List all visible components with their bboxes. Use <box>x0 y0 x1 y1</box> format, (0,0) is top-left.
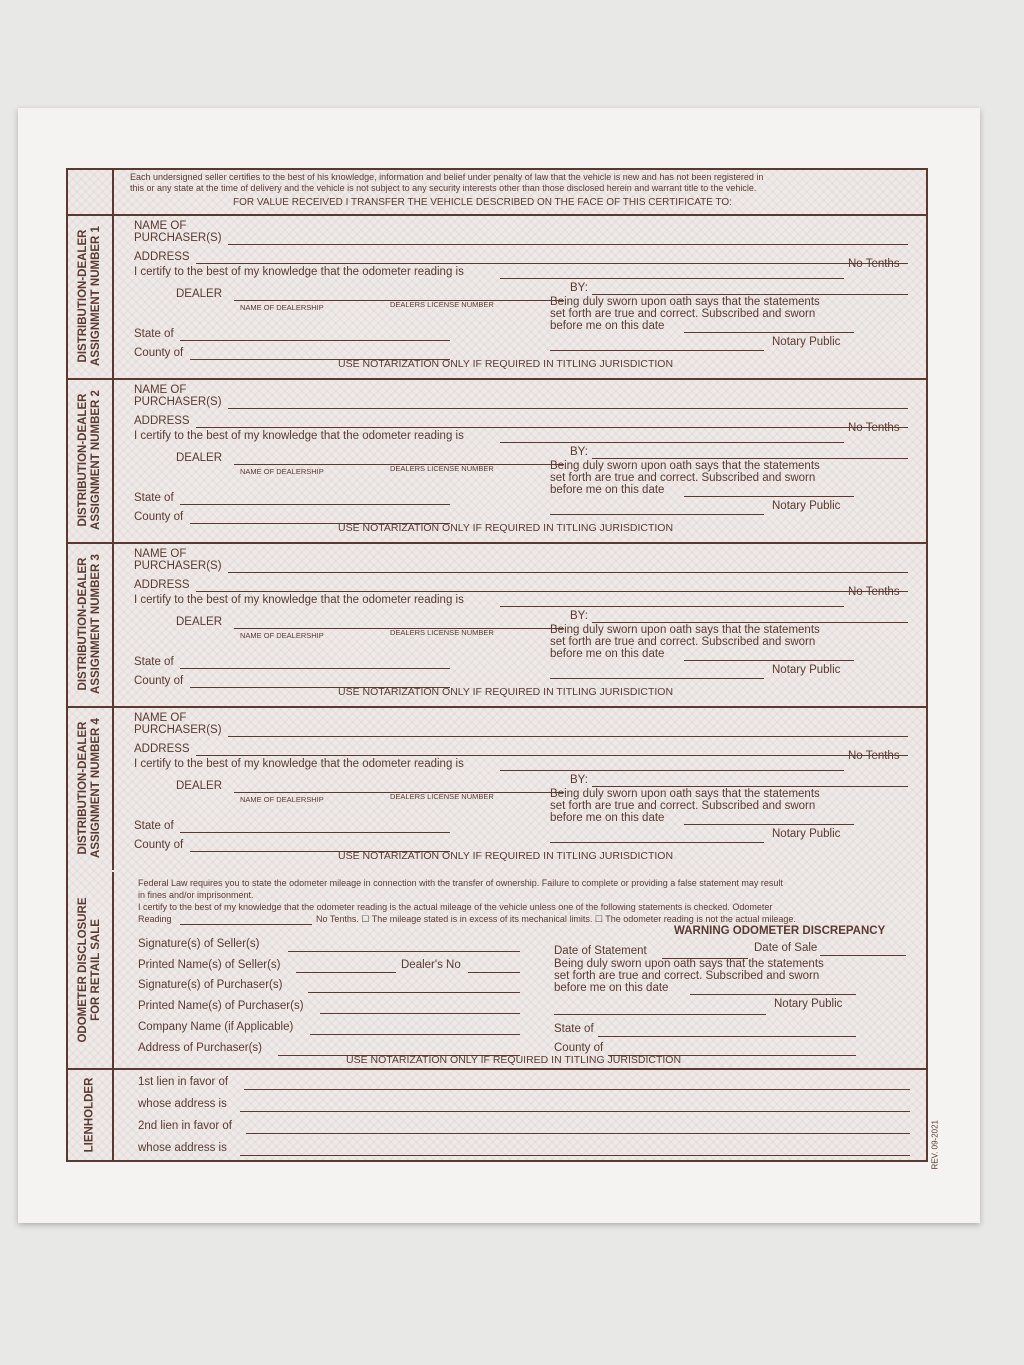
printed-sellers-label: Printed Name(s) of Seller(s) <box>138 959 281 971</box>
first-lien-label: 1st lien in favor of <box>138 1076 229 1088</box>
second-lien-address-label: whose address is <box>138 1142 227 1154</box>
first-lien-field[interactable] <box>244 1089 910 1090</box>
state-of-field[interactable] <box>180 504 450 505</box>
lienholder-side-label: LIENHOLDER <box>83 1077 96 1153</box>
purchaser-name-field[interactable] <box>228 572 908 573</box>
dealers-no-label: Dealer's No <box>401 959 461 971</box>
company-name-field[interactable] <box>310 1034 520 1035</box>
printed-purchasers-label: Printed Name(s) of Purchaser(s) <box>138 1000 304 1012</box>
oath-date-field[interactable] <box>684 496 854 497</box>
purchaser-name-field[interactable] <box>228 244 908 245</box>
by-label: BY: <box>570 282 588 294</box>
state-of-field[interactable] <box>180 832 450 833</box>
dealer-assignment-2 <box>68 378 926 544</box>
date-of-sale-field[interactable] <box>820 955 906 956</box>
oath-date-field[interactable] <box>684 332 854 333</box>
header-section <box>68 170 926 216</box>
address-field[interactable] <box>196 427 908 428</box>
odometer-notary-public-label: Notary Public <box>774 998 843 1010</box>
notary-public-label: Notary Public <box>772 828 841 840</box>
state-of-label: State of <box>134 492 174 504</box>
assignment-side-label-cell <box>68 706 114 870</box>
assignment-side-label-cell <box>68 214 114 378</box>
reading-label: Reading <box>138 914 172 924</box>
odometer-state-of-field[interactable] <box>598 1036 856 1037</box>
name-of-label: NAME OF <box>134 384 187 396</box>
notary-signature-field[interactable] <box>550 842 764 843</box>
company-name-label: Company Name (if Applicable) <box>138 1021 294 1033</box>
by-field[interactable] <box>592 294 908 295</box>
name-of-label: NAME OF <box>134 712 187 724</box>
odometer-oath-1: Being duly sworn upon oath says that the statements <box>554 958 824 970</box>
odometer-certify-label: I certify to the best of my knowledge that the odometer reading is <box>134 266 464 278</box>
no-tenths-label: No Tenths <box>848 258 900 270</box>
odometer-check-options: No Tenths. ☐ The mileage stated is in excess of its mechanical limits. ☐ The odometer reading is not the actual mileage. <box>316 914 796 924</box>
by-field[interactable] <box>592 786 908 787</box>
federal-law-notice-2: in fines and/or imprisonment. <box>138 890 254 900</box>
purchasers-label: PURCHASER(S) <box>134 724 222 736</box>
name-of-dealership-caption: NAME OF DEALERSHIP <box>240 467 324 476</box>
county-of-label: County of <box>134 511 184 523</box>
odometer-reading-field[interactable] <box>500 606 844 607</box>
address-label: ADDRESS <box>134 579 190 591</box>
notary-public-label: Notary Public <box>772 336 841 348</box>
transfer-statement: FOR VALUE RECEIVED I TRANSFER THE VEHICLE DESCRIBED ON THE FACE OF THIS CERTIFICATE TO: <box>233 197 732 208</box>
date-of-statement-label: Date of Statement <box>554 945 647 957</box>
lienholder-side-label-cell <box>68 1070 114 1160</box>
oath-line-1: Being duly sworn upon oath says that the statements <box>550 460 820 472</box>
dealer-assignment-4 <box>68 706 926 870</box>
address-field[interactable] <box>196 263 908 264</box>
name-of-label: NAME OF <box>134 220 187 232</box>
certification-line-2: this or any state at the time of delivery and the vehicle is not subject to any security interests other than those disclosed herein and warrant title to the vehicle. <box>130 183 757 193</box>
odometer-notary-signature-field[interactable] <box>554 1014 766 1015</box>
assignment-form <box>66 168 940 1170</box>
address-label: ADDRESS <box>134 251 190 263</box>
odometer-certify-label: I certify to the best of my knowledge that the odometer reading is <box>134 758 464 770</box>
assignment-side-label: DISTRIBUTION-DEALER ASSIGNMENT NUMBER 2 <box>77 390 102 530</box>
address-label: ADDRESS <box>134 415 190 427</box>
dealer-label: DEALER <box>176 288 223 300</box>
county-of-label: County of <box>134 839 184 851</box>
odometer-disclosure-section <box>68 872 926 1070</box>
oath-line-2: set forth are true and correct. Subscribed and sworn <box>550 800 816 812</box>
state-of-label: State of <box>134 656 174 668</box>
notarization-note: USE NOTARIZATION ONLY IF REQUIRED IN TITLING JURISDICTION <box>338 522 674 534</box>
warning-odometer-discrepancy: WARNING ODOMETER DISCREPANCY <box>674 925 886 937</box>
assignment-side-label: DISTRIBUTION-DEALER ASSIGNMENT NUMBER 1 <box>77 226 102 366</box>
state-of-label: State of <box>134 328 174 340</box>
no-tenths-label: No Tenths <box>848 586 900 598</box>
header-side-cell <box>68 170 114 214</box>
odometer-oath-2: set forth are true and correct. Subscribed and sworn <box>554 970 820 982</box>
county-of-label: County of <box>134 675 184 687</box>
notarization-note: USE NOTARIZATION ONLY IF REQUIRED IN TITLING JURISDICTION <box>338 686 674 698</box>
odometer-side-label-cell <box>68 872 114 1068</box>
printed-sellers-field[interactable] <box>296 972 396 973</box>
signature-sellers-label: Signature(s) of Seller(s) <box>138 938 260 950</box>
by-label: BY: <box>570 610 588 622</box>
no-tenths-label: No Tenths <box>848 750 900 762</box>
dealers-license-caption: DEALERS LICENSE NUMBER <box>390 464 494 473</box>
address-purchasers-label: Address of Purchaser(s) <box>138 1042 262 1054</box>
notary-signature-field[interactable] <box>550 678 764 679</box>
purchaser-name-field[interactable] <box>228 736 908 737</box>
signature-purchasers-field[interactable] <box>308 992 520 993</box>
notarization-note: USE NOTARIZATION ONLY IF REQUIRED IN TITLING JURISDICTION <box>338 850 674 862</box>
oath-date-field[interactable] <box>684 824 854 825</box>
oath-line-1: Being duly sworn upon oath says that the statements <box>550 624 820 636</box>
second-lien-field[interactable] <box>246 1133 910 1134</box>
odometer-county-of-label: County of <box>554 1042 604 1054</box>
oath-line-3: before me on this date <box>550 812 665 824</box>
revision-number: REV. 09-2021 <box>931 1120 940 1170</box>
by-label: BY: <box>570 446 588 458</box>
first-lien-address-label: whose address is <box>138 1098 227 1110</box>
second-lien-label: 2nd lien in favor of <box>138 1120 232 1132</box>
name-of-dealership-caption: NAME OF DEALERSHIP <box>240 795 324 804</box>
printed-purchasers-field[interactable] <box>320 1013 520 1014</box>
signature-purchasers-label: Signature(s) of Purchaser(s) <box>138 979 283 991</box>
dealer-assignment-3 <box>68 542 926 708</box>
odometer-oath-date-field[interactable] <box>690 994 856 995</box>
date-of-sale-label: Date of Sale <box>754 942 818 954</box>
purchaser-name-field[interactable] <box>228 408 908 409</box>
assignment-side-label-cell <box>68 378 114 542</box>
oath-line-2: set forth are true and correct. Subscribed and sworn <box>550 472 816 484</box>
odometer-reading-field[interactable] <box>500 278 844 279</box>
name-of-label: NAME OF <box>134 548 187 560</box>
odometer-certify-text: I certify to the best of my knowledge that the odometer reading is the actual mileage of the vehicle unless one of the following statements is checked. Odometer <box>138 902 773 912</box>
dealer-label: DEALER <box>176 452 223 464</box>
dealer-label: DEALER <box>176 616 223 628</box>
second-lien-address-field[interactable] <box>240 1155 910 1156</box>
odometer-notarization-note: USE NOTARIZATION ONLY IF REQUIRED IN TITLING JURISDICTION <box>346 1054 682 1066</box>
name-of-dealership-caption: NAME OF DEALERSHIP <box>240 303 324 312</box>
certification-line-1: Each undersigned seller certifies to the best of his knowledge, information and belief under penalty of law that the vehicle is new and has not been registered in <box>130 172 764 182</box>
county-of-label: County of <box>134 347 184 359</box>
title-form-paper <box>18 108 980 1223</box>
odometer-reading-field[interactable] <box>500 770 844 771</box>
odometer-certify-label: I certify to the best of my knowledge that the odometer reading is <box>134 594 464 606</box>
state-of-field[interactable] <box>180 668 450 669</box>
no-tenths-label: No Tenths <box>848 422 900 434</box>
address-label: ADDRESS <box>134 743 190 755</box>
dealer-assignment-1 <box>68 214 926 380</box>
purchasers-label: PURCHASER(S) <box>134 560 222 572</box>
odometer-certify-label: I certify to the best of my knowledge that the odometer reading is <box>134 430 464 442</box>
address-field[interactable] <box>196 591 908 592</box>
dealers-no-field[interactable] <box>468 972 520 973</box>
name-of-dealership-caption: NAME OF DEALERSHIP <box>240 631 324 640</box>
notary-signature-field[interactable] <box>550 514 764 515</box>
dealers-license-caption: DEALERS LICENSE NUMBER <box>390 300 494 309</box>
by-field[interactable] <box>592 622 908 623</box>
signature-sellers-field[interactable] <box>288 951 520 952</box>
notary-public-label: Notary Public <box>772 664 841 676</box>
federal-law-notice-1: Federal Law requires you to state the odometer mileage in connection with the transfer of ownership. Failure to complete or providing a false statement may result <box>138 878 783 888</box>
odometer-reading-field[interactable] <box>500 442 844 443</box>
assignment-side-label: DISTRIBUTION-DEALER ASSIGNMENT NUMBER 3 <box>77 554 102 694</box>
first-lien-address-field[interactable] <box>240 1111 910 1112</box>
lienholder-section <box>68 1070 940 1170</box>
oath-line-2: set forth are true and correct. Subscribed and sworn <box>550 308 816 320</box>
state-of-field[interactable] <box>180 340 450 341</box>
by-label: BY: <box>570 774 588 786</box>
purchasers-label: PURCHASER(S) <box>134 232 222 244</box>
address-field[interactable] <box>196 755 908 756</box>
notary-public-label: Notary Public <box>772 500 841 512</box>
odometer-oath-3: before me on this date <box>554 982 669 994</box>
oath-line-1: Being duly sworn upon oath says that the statements <box>550 296 820 308</box>
dealer-label: DEALER <box>176 780 223 792</box>
by-field[interactable] <box>592 458 908 459</box>
odometer-state-of-label: State of <box>554 1023 594 1035</box>
notarization-note: USE NOTARIZATION ONLY IF REQUIRED IN TITLING JURISDICTION <box>338 358 674 370</box>
oath-line-3: before me on this date <box>550 648 665 660</box>
oath-date-field[interactable] <box>684 660 854 661</box>
state-of-label: State of <box>134 820 174 832</box>
oath-line-1: Being duly sworn upon oath says that the statements <box>550 788 820 800</box>
dealers-license-caption: DEALERS LICENSE NUMBER <box>390 628 494 637</box>
assignment-side-label-cell <box>68 542 114 706</box>
odometer-side-label: ODOMETER DISCLOSURE FOR RETAIL SALE <box>77 897 102 1043</box>
assignment-side-label: DISTRIBUTION-DEALER ASSIGNMENT NUMBER 4 <box>77 718 102 858</box>
oath-line-3: before me on this date <box>550 484 665 496</box>
reading-field[interactable] <box>180 924 312 925</box>
oath-line-3: before me on this date <box>550 320 665 332</box>
purchasers-label: PURCHASER(S) <box>134 396 222 408</box>
oath-line-2: set forth are true and correct. Subscribed and sworn <box>550 636 816 648</box>
notary-signature-field[interactable] <box>550 350 764 351</box>
dealers-license-caption: DEALERS LICENSE NUMBER <box>390 792 494 801</box>
